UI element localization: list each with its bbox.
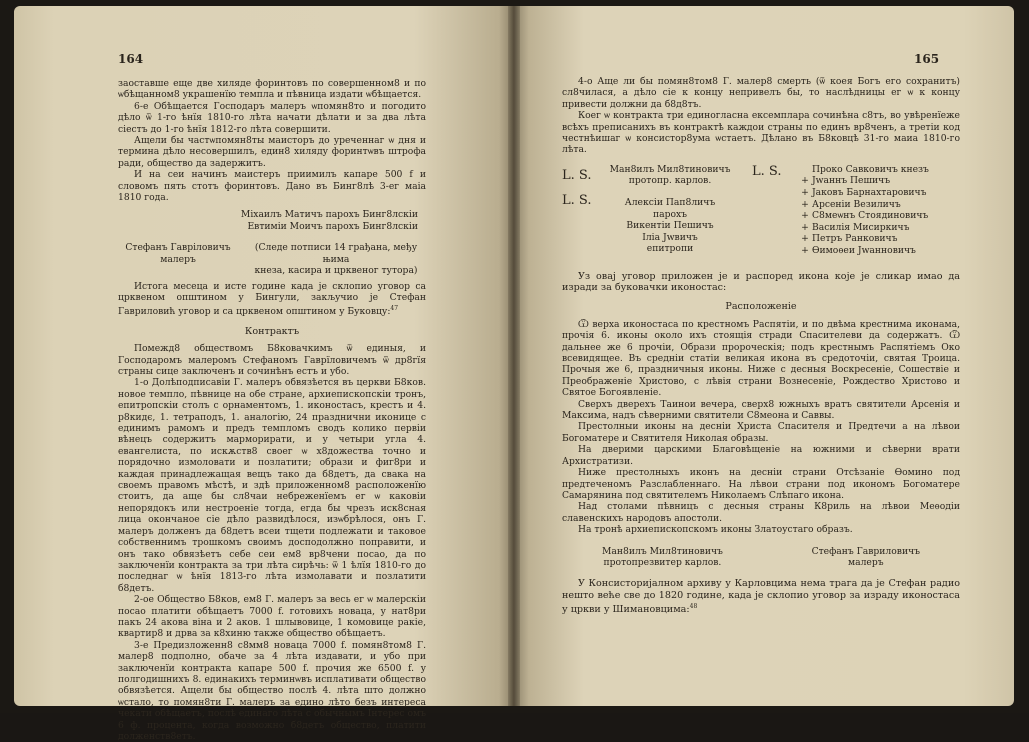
- paragraph-text: У Консисторијалном архиву у Карловцима нема трага да је Стефан радио нешто веће све до 1820 године, када је склопио уговор за израду иконостаса у цркви у Шимановцима:: [562, 578, 960, 616]
- paragraph: Коег ѡ контракта три единогласна ексемплара сочинѣна с8тъ, во увѣренїеже всѣхъ преписанихъ въ контрактѣ каждои страны по единъ вр8ченъ, а третіи код честнѣишаг ѡ консистор8ума ѡстаетъ. Дѣлано въ Б8ковцѣ 31-го маиа 1810-го лѣта.: [562, 110, 960, 156]
- signature-line: протопр. карлов.: [628, 175, 712, 187]
- signature-line: Јаковъ Барнахтаровичъ: [812, 187, 927, 199]
- clergy-names: [600, 164, 740, 257]
- signature-line: малеръ: [847, 556, 884, 568]
- right-page-text: [562, 76, 960, 616]
- paragraph: На дверими царскими Благовѣщеніе на южними и сѣверни врати Архистратизи.: [562, 444, 960, 467]
- note-line: кнеза, касира и црквеног тутора): [254, 265, 418, 277]
- signature-line: епитропи: [646, 243, 694, 255]
- cross-icon: +: [801, 210, 809, 222]
- signature-line: парохъ: [652, 208, 688, 220]
- signature-line: Евтиміи Моичъ парохъ Бинг8лскіи: [247, 220, 418, 232]
- signature-line: малеръ: [160, 253, 196, 265]
- signature-line: протопрезвитер карлов.: [603, 556, 722, 568]
- paragraph: 4-о Аще ли бы помян8том8 Г. малер8 смерть (ѿ коея Богъ его сохранитъ) сл8чилася, а дѣло сіе к концу непривелъ бы, то наслѣдницы ег ѡ к концу привести должни да б8д8тъ.: [562, 76, 960, 110]
- cross-icon: +: [801, 175, 809, 187]
- signature-line: Міхаилъ Матичъ парохъ Бинг8лскіи: [240, 209, 418, 221]
- signature-painter: [118, 242, 238, 276]
- arrangement-heading: Расположеніе: [725, 301, 797, 313]
- signature-priests: [118, 209, 426, 232]
- paragraph: заоставше еще две хиляде форинтовъ по совершенном8 и по ѡбѣщанном8 украшенїю темпла и пѣвница издати ѡбѣщается.: [118, 78, 426, 101]
- signature-line: Стефанъ Гавріловичъ: [125, 242, 231, 254]
- note-line: (Следе потписи 14 грађана, међу њима: [254, 242, 418, 265]
- paragraph: Ниже престолныхъ иконъ на десніи страни Отсѣзаніе Ѳомино под предтеченомъ Разслабленнаго. На лѣвои страни под икономъ Богоматере Самарянина под святителемъ Николаемъ Слѣпаго икона.: [562, 467, 960, 501]
- signature-line: Алексіи Пап8личъ: [624, 197, 716, 209]
- signature-line: Викентіи Пешичъ: [626, 220, 714, 232]
- paragraph: И на сеи начинъ маистеръ приимилъ капаре 500 f и словомъ пять стотъ форинтовъ. Дано въ Бинг8лѣ 3-ег маiа 1810 года.: [118, 169, 426, 204]
- seal-signatures: [562, 164, 960, 257]
- signature-line: Ѳимоѳеи Јwанновичъ: [812, 245, 916, 256]
- paragraph-text: Истога месеца и исте године када је склопио уговор са црквеном општином у Бингули, закључио је Стефан Гавриловић уговор и са црквеном општином у Буковцу:: [118, 280, 426, 318]
- paragraph: 6-е Обѣщается Господаръ малеръ ѡпомян8то и погодито дѣло ѿ 1-го ѣнїя 1810-го лѣта начати дѣлати и за два лѣта сіестъ до 1-го ѣнїя 1812-го лѣта совершити.: [118, 100, 426, 135]
- paragraph: 2-ое Общество Б8ков, ем8 Г. малеръ за весь ег ѡ малерскіи посао платити обѣщаетъ 7000 f. готовихъ новаца, у нат8ри пакъ 24 акова віна и 2 аков. 1 шлывовице, 1 комовице ракіе, квартир8 и дрва за к8хиню также общество обѣщаетъ.: [118, 594, 426, 640]
- signature-painter: [812, 546, 920, 569]
- cross-icon: +: [801, 187, 809, 199]
- signature-line: Ман8илъ Мил8тиновичъ: [609, 163, 731, 175]
- paragraph: Помежд8 обществомъ Б8ковачкимъ ѿ единыя, и Господаромъ малеромъ Стефаномъ Гаврїловичемъ ѿ др8гїя страны сице заключенъ и сочинѣнъ естъ и убо.: [118, 343, 426, 377]
- cross-icon: +: [801, 233, 809, 245]
- cross-icon: +: [801, 198, 809, 210]
- page-number-right: 165: [914, 52, 940, 66]
- signature-line: Ілiа Јwвичъ: [642, 231, 698, 243]
- signature-line: Проко Савковичъ кнезъ: [812, 163, 929, 175]
- paragraph: 1-о Долѣподписавіи Г. малеръ обвязѣется въ церкви Б8ков. новое темпло, пѣвнице на обе стране, архиепископскіи тронъ, епитропскіи столъ с орнаментомъ, 1. иконостасъ, крестъ и 4. р8кидє, 1. тетраподъ, 1. аналогію, 24 празднични иконице с единимъ рамомъ и предъ темпломъ сводъ колико первіи вѣнецъ содержитъ марморирати, и у четыри угла 4. евангелиста, по искѫств8 своег ѡ х8дожества точно и порядочно измоловати и позлатити; образи и фиг8ри и каждая принадлежащая вещъ тако да б8детъ, да свака на своемъ правомъ мѣстѣ, и здѣ приложенном8 расположенїю стоитъ, да аще бы сл8чаи небреженїемъ ег ѡ каковіи непорядокъ или нестроеніе тогда, егда бы чрезъ иск8сная лица окончаное сіе дѣло развидѣлося, изѡбрѣлося, онъ Г. малеръ долженъ да б8детъ всеи тщети подлежати и таковое собственнимъ трошкомъ своимъ досподолжно поправити, и онъ тако обвязѣетъ себе сеи ем8 вр8чени посао, да по заключенїи контракта за три лѣта сирѣчь: ѿ 1 ѣлїя 1810-го до последнаг ѡ ѣнїя 1813-го лѣта измолавати и позлатити б8детъ.: [118, 377, 426, 594]
- paragraph: 3-е Предизложенн8 с8мм8 новаца 7000 f. помян8том8 Г. малер8 подполно, обаче за 4 лѣта издавати, и убо при заключенїи контракта капаре 500 f. прочия же 6500 f. у полгодишнихъ 8. единакихъ терминѡвъ исплативати общество обвязѣется. Ащели бы общество послѣ 4. лѣта што должно ѡстало, то помян8ти Г. малеръ за едино лѣто безъ интереса чекати обѣщаетъ, послѣ единаго лѣта с обычнымъ Інтерес омъ 6 ф. процента, когда возможно б8детъ общество, платити долженств8етъ.: [118, 639, 426, 742]
- signature-line: Јwаннъ Пешичъ: [812, 175, 891, 187]
- paragraph: Ащели бы частѡпомян8ты маисторъ до уреченнаг ѡ дня и термина дѣло несовершилъ, един8 хиляду форинтѡвъ штрофа ради, общество да задержитъ.: [118, 135, 426, 169]
- paragraph: Престолныи иконы на десніи Христа Спасителя и Предтечи а на лѣвои Богоматере и Святителя Николая образы.: [562, 421, 960, 444]
- footnote-ref: 48: [689, 603, 698, 611]
- signature-row: [118, 242, 426, 276]
- signature-line: Ман8илъ Мил8тиновичъ: [602, 545, 723, 557]
- right-page: [514, 6, 1014, 706]
- paragraph: На тронѣ архиепископскомъ иконы Златоустаго образъ.: [578, 524, 853, 536]
- footnote-ref: 47: [390, 305, 399, 313]
- left-page: [14, 6, 514, 742]
- book-gutter: [508, 6, 520, 706]
- paragraph: Над столами пѣвницъ с десныя страны К8риль на лѣвои Меѳодіи славенскихъ народовъ апостоли.: [562, 501, 960, 524]
- signature-protopresbyter: [602, 546, 723, 569]
- signature-line: Арсеніи Везиличъ: [812, 198, 901, 210]
- signature-row-right: [562, 546, 960, 569]
- left-page-text: [118, 78, 426, 742]
- contract-heading: Контрактъ: [244, 325, 300, 337]
- page-number-left: 164: [118, 52, 144, 66]
- paragraph: Ѿ верха иконостаса по крестномъ Распятіи, и по двѣма крестнима иконама, прочія 6. иконы около ихъ стоящія стради Спасителеви да содержатъ. Ѿ дальнее же 6 прочіи, Образи пророческія; подъ крестнымъ Распятіемъ Око всевидящее. Въ средніи статіи великая икона въ средоточіи, святая Троица. Прочыя же 6, праздничныя иконы. Ниже с десныя Воскресеніе, Сошествіе и Преображеніе Христово, с лѣвія страни Вознесеніе, Рождество Христово и Святое Богоявленіе.: [562, 318, 960, 399]
- witness-names: [798, 164, 929, 257]
- signature-line: Петръ Ранковичъ: [812, 233, 898, 245]
- ls-seal-mark: L. S.: [562, 167, 592, 183]
- ls-seal-mark: L. S.: [562, 193, 592, 209]
- paragraph: Сверхъ дверехъ Таинои вечера, сверх8 южныхъ вратъ святители Арсенія и Максима, надъ сѣверними святители С8меона и Саввы.: [562, 398, 960, 422]
- ls-seal-mark: L. S.: [752, 163, 782, 179]
- cross-icon: +: [801, 221, 809, 233]
- paragraph-final: [562, 578, 960, 615]
- cross-icon: +: [801, 245, 809, 256]
- signature-line: Стефанъ Гавриловичъ: [811, 545, 920, 557]
- signature-line: С8меѡнъ Стоядиновичъ: [812, 210, 929, 222]
- paragraph-bukovac-intro: [118, 281, 426, 318]
- signature-note: [246, 242, 426, 276]
- paragraph-iconostasis-intro: Уз овај уговор приложен је и распоред икона које је сликар имао да изради за буковачки иконостас:: [562, 270, 960, 293]
- signature-line: Василія Мисиркичъ: [812, 221, 910, 233]
